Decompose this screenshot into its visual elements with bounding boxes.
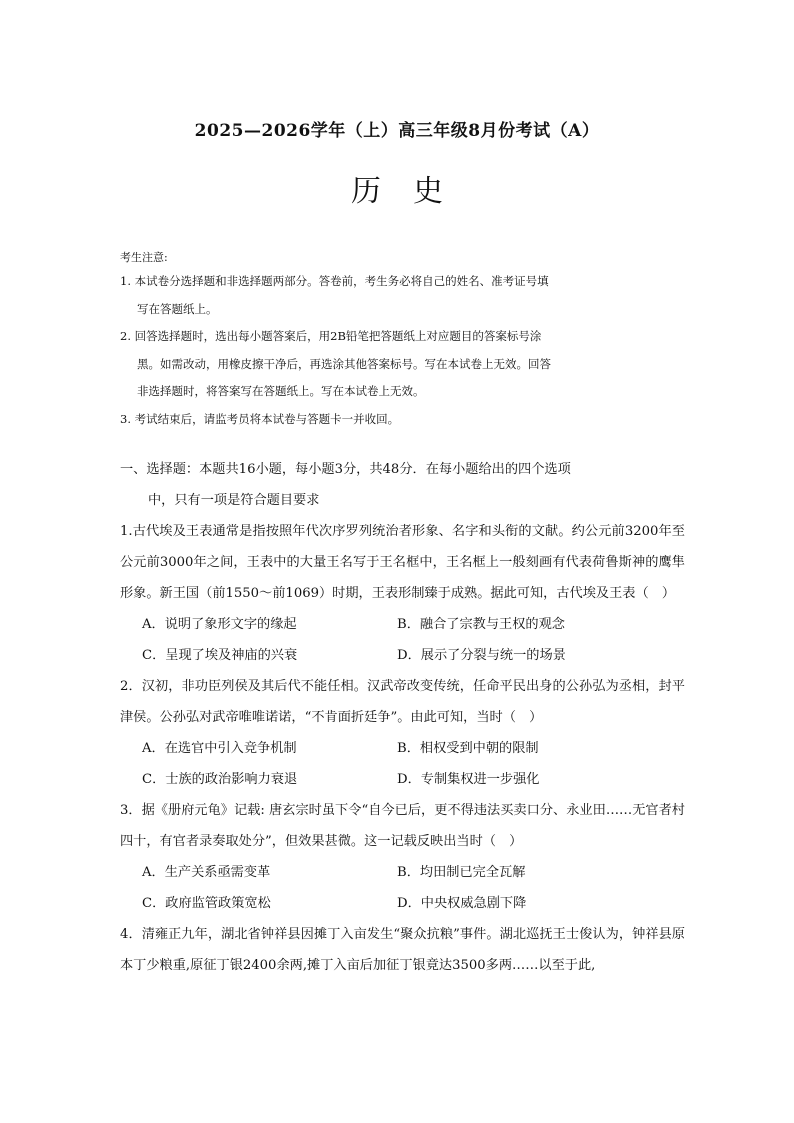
notice-item-number: 3. bbox=[120, 411, 131, 426]
notice-item bbox=[120, 323, 680, 406]
option-d: D．专制集权进一步强化 bbox=[397, 772, 540, 787]
question-3-options bbox=[120, 857, 685, 919]
notice-item-number: 1. bbox=[120, 274, 131, 288]
question-1-options bbox=[120, 609, 685, 671]
candidate-notice bbox=[120, 248, 680, 434]
notice-item-text: 写在答题纸上。 bbox=[137, 301, 218, 316]
question-2-options bbox=[120, 733, 685, 795]
option-a: A．说明了象形文字的缘起 bbox=[142, 617, 297, 632]
option-a: A．生产关系亟需变革 bbox=[142, 865, 271, 880]
notice-heading: 考生注意: bbox=[120, 251, 168, 264]
option-c: C．士族的政治影响力衰退 bbox=[142, 772, 298, 787]
question-area bbox=[120, 454, 685, 981]
notice-item bbox=[120, 268, 680, 323]
question-1-stem: 1.古代埃及王表通常是指按照年代次序罗列统治者形象、名字和头衔的文献。约公元前3200年至公元前3000年之间，王表中的大量王名写于王名框中，王名框上一般刻画有代表荷鲁斯神的鹰隼形象。新王国（前1550～前1069）时期，王表形制臻于成熟。据此可知，古代埃及王表（ ） bbox=[120, 524, 685, 601]
notice-item-number: 2. bbox=[120, 329, 131, 344]
notice-item-text: 非选择题时，将答案写在答题纸上。写在本试卷上无效。 bbox=[137, 384, 425, 399]
section-heading bbox=[120, 454, 685, 516]
notice-item-text: 本试卷分选择题和非选择题两部分。答卷前，考生务必将自己的姓名、准考证号填 bbox=[134, 274, 549, 288]
question-2-stem: 2．汉初，非功臣列侯及其后代不能任相。汉武帝改变传统，任命平民出身的公孙弘为丞相，封平津侯。公孙弘对武帝唯唯诺诺，“不肯面折廷争”。由此可知，当时（ ） bbox=[120, 679, 685, 725]
option-c: C．政府监管政策宽松 bbox=[142, 896, 271, 911]
question-4-stem: 4．清雍正九年，湖北省钟祥县因摊丁入亩发生“聚众抗粮”事件。湖北巡抚王士俊认为，钟祥县原本丁少粮重,原征丁银2400余两,摊丁入亩后加征丁银竟达3500多两……以至于此, bbox=[120, 927, 685, 973]
option-b: B．融合了宗教与王权的观念 bbox=[397, 617, 565, 632]
notice-item bbox=[120, 406, 680, 434]
notice-item-text: 回答选择题时，选出每小题答案后，用2B铅笔把答题纸上对应题目的答案标号涂 bbox=[134, 329, 542, 344]
question-3-stem: 3．据《册府元龟》记载: 唐玄宗时虽下令“自今已后，更不得违法买卖口分、永业田……无官者村四十，有官者录奏取处分”，但效果甚微。这一记载反映出当时（ ） bbox=[120, 803, 685, 849]
notice-item-text: 考试结束后，请监考员将本试卷与答题卡一并收回。 bbox=[134, 411, 400, 426]
option-d: D．展示了分裂与统一的场景 bbox=[397, 648, 566, 663]
option-a: A．在选官中引入竞争机制 bbox=[142, 741, 297, 756]
section-heading-text: 中，只有一项是符合题目要求 bbox=[148, 493, 320, 508]
section-heading-text: 一、选择题：本题共16小题，每小题3分，共48分．在每小题给出的四个选项 bbox=[120, 462, 571, 477]
exam-title: 2025—2026学年（上）高三年级8月份考试（A） bbox=[194, 121, 600, 141]
option-c: C．呈现了埃及神庙的兴衰 bbox=[142, 648, 298, 663]
option-b: B．相权受到中朝的限制 bbox=[397, 741, 539, 756]
subject-title: 历史 bbox=[351, 174, 475, 209]
option-b: B．均田制已完全瓦解 bbox=[397, 865, 526, 880]
notice-item-text: 黑。如需改动，用橡皮擦干净后，再选涂其他答案标号。写在本试卷上无效。回答 bbox=[137, 356, 551, 371]
option-d: D．中央权威急剧下降 bbox=[397, 896, 527, 911]
